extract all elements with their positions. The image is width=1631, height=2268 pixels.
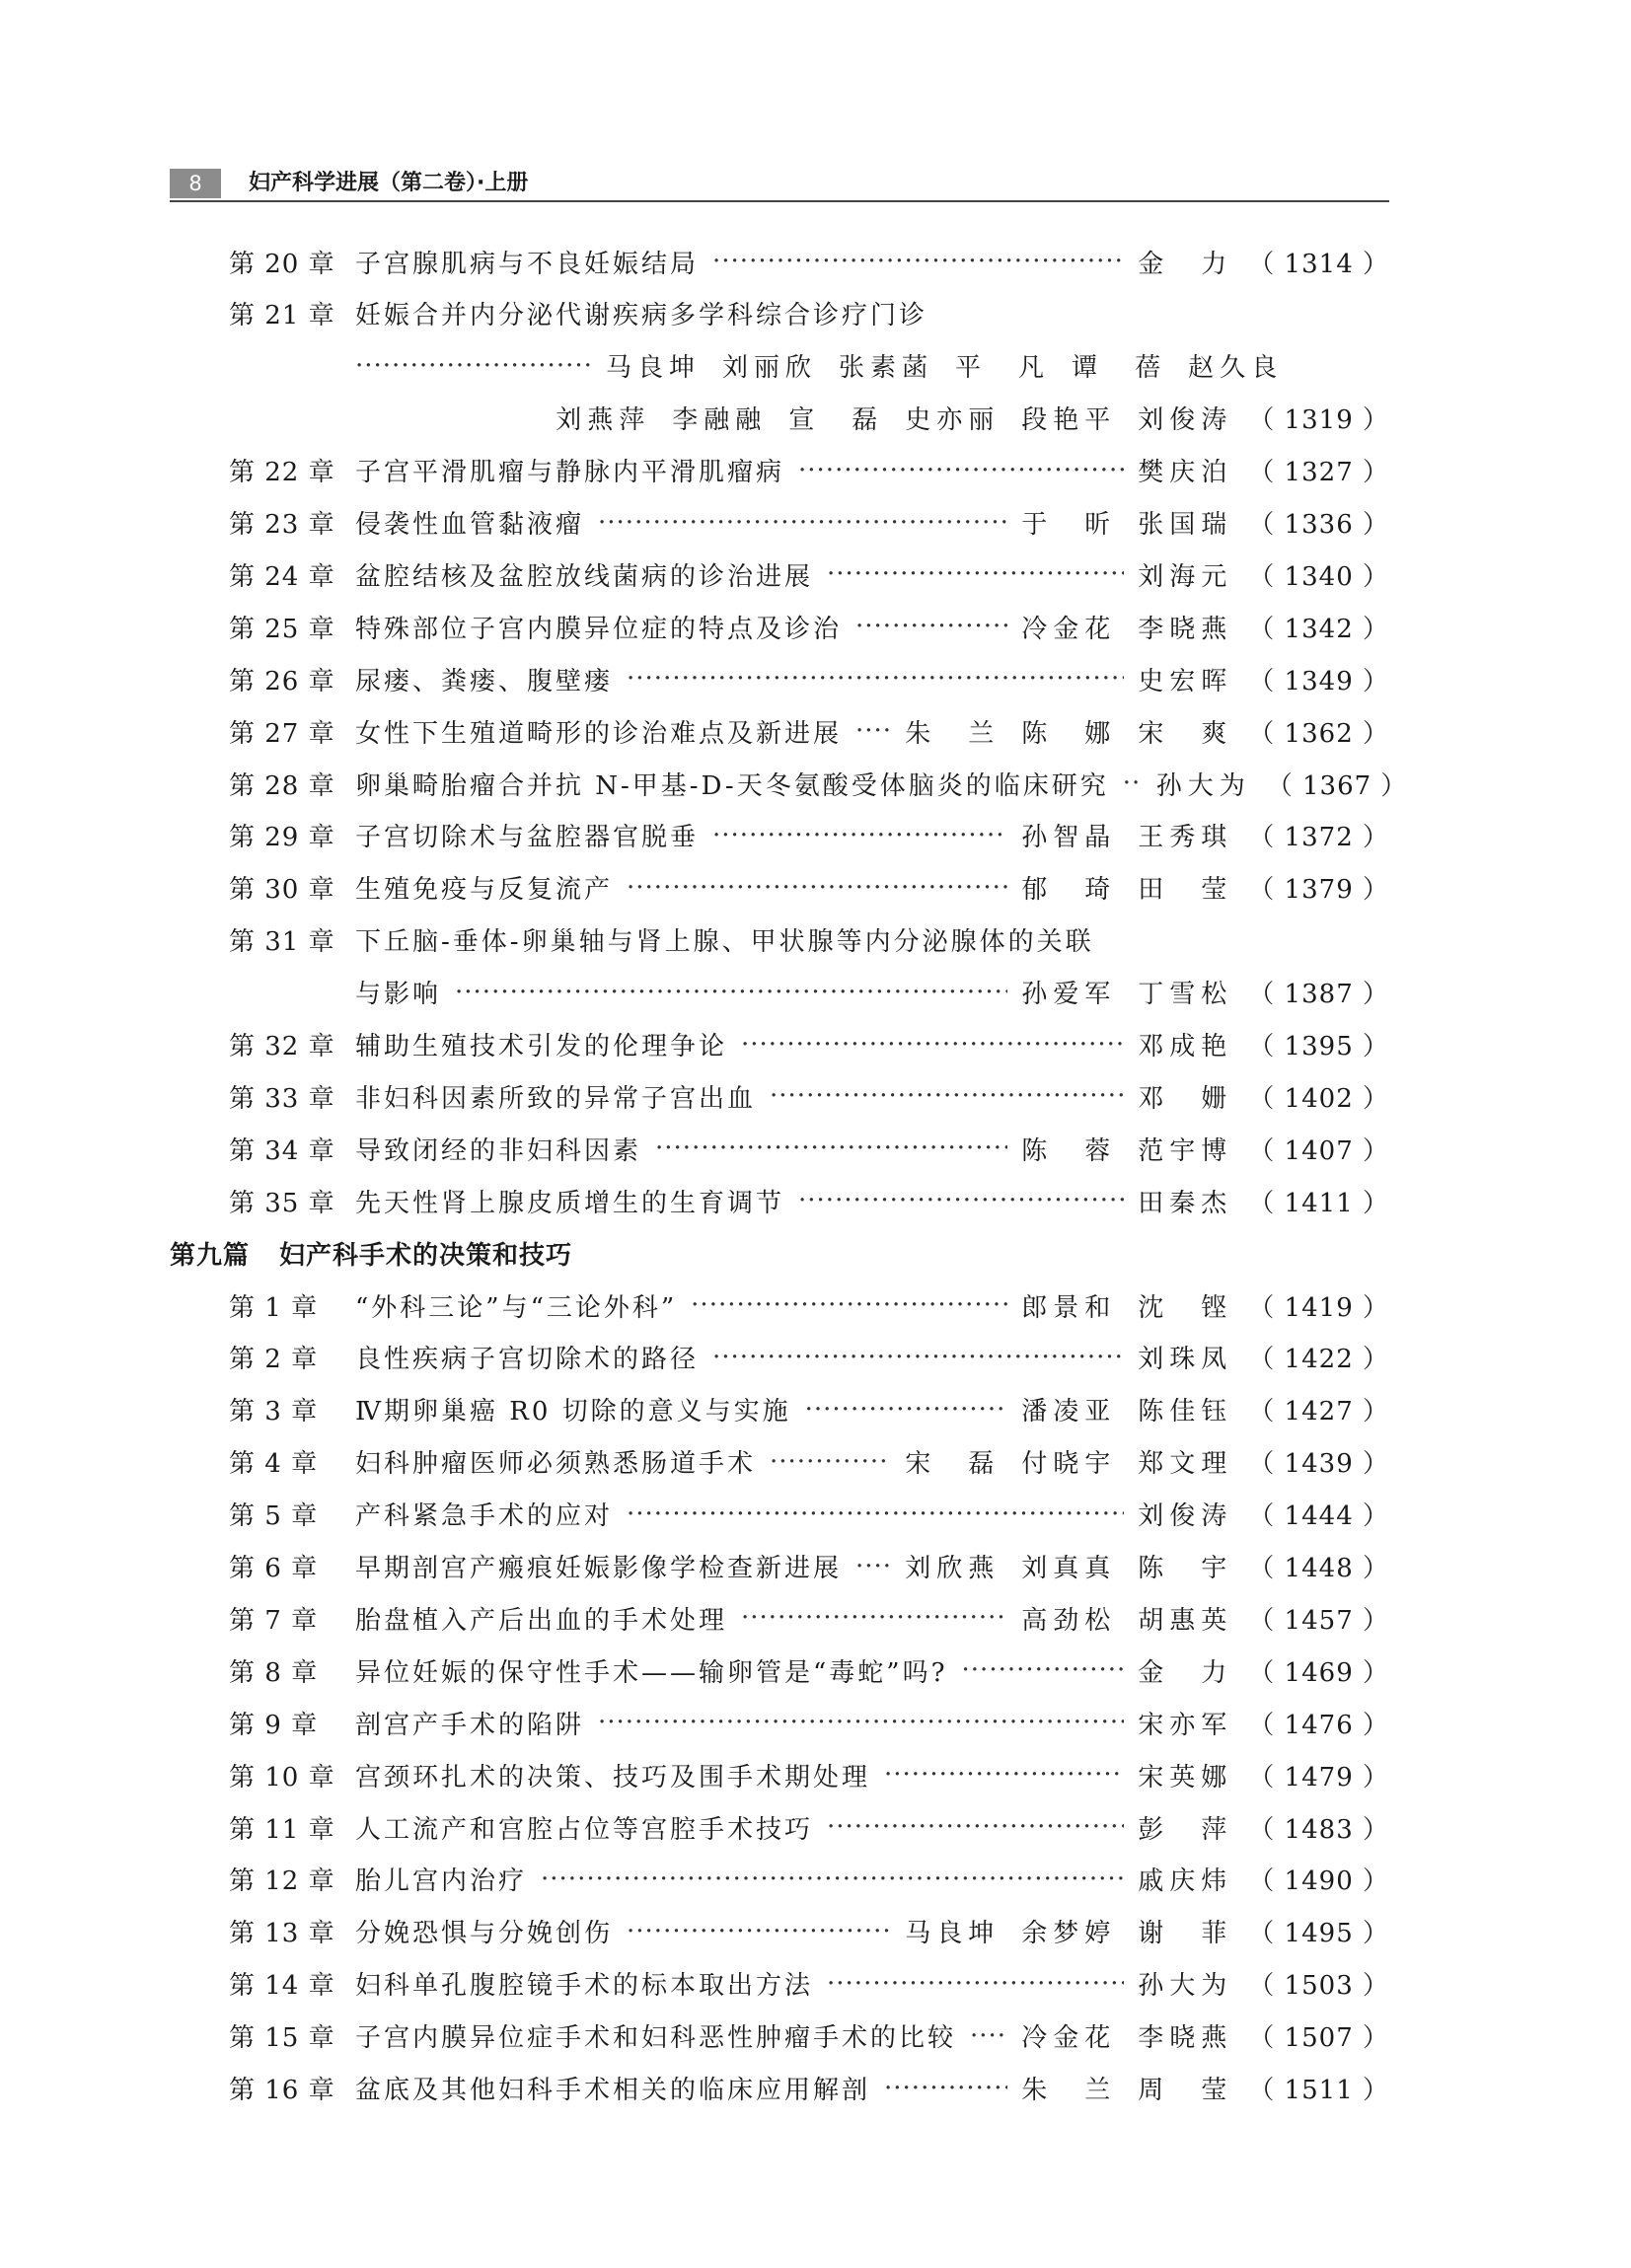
page-ref: （ 1483 ） [1248, 1814, 1389, 1845]
author-name: 李融融 [672, 405, 768, 436]
author-name: 沈 铿 [1138, 1292, 1233, 1323]
chapter-title: Ⅳ期卵巢癌 R0 切除的意义与实施 [355, 1397, 791, 1427]
page-ref: （ 1439 ） [1248, 1449, 1389, 1480]
toc-entry [229, 1442, 1389, 1482]
toc-entry [229, 973, 1389, 1012]
author-name: 赵久良 [1188, 353, 1284, 384]
dot-leader [541, 1865, 1124, 1894]
chapter-title: 非妇科因素所致的异常子宫出血 [355, 1083, 757, 1114]
chapter-title: 女性下生殖道畸形的诊治难点及新进展 [355, 718, 843, 749]
chapter-title: 良性疾病子宫切除术的路径 [355, 1345, 700, 1375]
author-name: 陈 娜 [1021, 718, 1117, 749]
author-name: 马良坤 [905, 1919, 1001, 1949]
toc-entry [229, 1964, 1389, 2004]
chapter-title: 下丘脑-垂体-卵巢轴与肾上腺、甲状腺等内分泌腺体的关联 [355, 927, 1094, 958]
chapter-number: 第 20 章 [229, 249, 335, 279]
chapter-title: 侵袭性血管黏液瘤 [355, 510, 585, 540]
author-name: 邓成艳 [1138, 1032, 1233, 1061]
author-name: 孙智晶 [1021, 823, 1117, 853]
chapter-number: 第 1 章 [229, 1292, 319, 1323]
chapter-number: 第 5 章 [229, 1501, 319, 1532]
author-name: 于 昕 [1021, 510, 1117, 540]
chapter-number: 第 27 章 [229, 718, 335, 749]
chapter-number: 第 6 章 [229, 1554, 319, 1583]
author-list [1156, 766, 1251, 802]
part-heading [170, 1233, 572, 1273]
dot-leader [712, 1343, 1124, 1372]
dot-leader [855, 612, 1007, 641]
author-name: 樊庆泊 [1138, 458, 1233, 488]
page-ref: （ 1349 ） [1248, 666, 1389, 696]
page-ref: （ 1511 ） [1248, 2076, 1389, 2105]
chapter-number: 第 12 章 [229, 1866, 335, 1897]
author-list [1138, 1809, 1232, 1846]
toc-entry [229, 294, 1389, 333]
author-list [1138, 1026, 1232, 1062]
dot-leader [627, 1500, 1124, 1529]
dot-leader [884, 2074, 1007, 2103]
toc-entry [229, 1703, 1389, 1742]
author-list [1021, 1131, 1232, 1167]
dot-leader [455, 978, 1007, 1007]
author-name: 冷金花 [1021, 614, 1117, 644]
toc-entry [229, 659, 1389, 698]
page-ref: （ 1411 ） [1248, 1188, 1389, 1218]
author-name: 张国瑞 [1138, 510, 1233, 540]
author-name: 刘真真 [1021, 1554, 1117, 1583]
dot-leader [962, 1655, 1125, 1685]
author-name: 刘丽欣 [722, 353, 818, 384]
author-name: 宣 磊 [788, 405, 884, 436]
author-name: 宋 磊 [905, 1449, 1001, 1480]
author-list [1138, 1965, 1232, 2002]
toc-entry [229, 1285, 1389, 1325]
author-list [1138, 1183, 1232, 1219]
author-list [1021, 2017, 1232, 2054]
toc-entry [229, 242, 1389, 281]
chapter-title: 妇科肿瘤医师必须熟悉肠道手术 [355, 1449, 757, 1480]
author-list [1021, 974, 1232, 1010]
toc-entry [229, 1390, 1389, 1429]
dot-leader [855, 716, 891, 746]
chapter-title: 盆腔结核及盆腔放线菌病的诊治进展 [355, 561, 814, 592]
author-name: 张素菡 [839, 353, 934, 384]
chapter-title: 早期剖宫产瘢痕妊娠影像学检查新进展 [355, 1554, 843, 1583]
author-list [1138, 1652, 1232, 1689]
author-list [1138, 1496, 1232, 1532]
chapter-number: 第 24 章 [229, 561, 335, 592]
chapter-title: 子宫切除术与盆腔器官脱垂 [355, 823, 700, 853]
page-ref: （ 1395 ） [1248, 1032, 1389, 1061]
author-list [1021, 504, 1232, 541]
author-name: 孙大为 [1155, 770, 1251, 801]
author-name: 冷金花 [1021, 2023, 1117, 2054]
author-list [905, 1443, 1232, 1480]
page-ref: （ 1422 ） [1248, 1345, 1389, 1375]
page-ref: （ 1495 ） [1248, 1919, 1389, 1949]
toc-entry [229, 920, 1389, 960]
author-name: 宋英娜 [1138, 1762, 1233, 1792]
author-name: 郎景和 [1021, 1292, 1117, 1323]
page-ref: （ 1362 ） [1248, 718, 1389, 749]
chapter-title: 胎盘植入产后出血的手术处理 [355, 1605, 728, 1636]
dot-leader [627, 873, 1007, 903]
chapter-title: 尿瘘、粪瘘、腹壁瘘 [355, 666, 614, 696]
author-name: 周 莹 [1138, 2076, 1233, 2105]
author-name: 史亦丽 [905, 405, 1001, 436]
author-list [1021, 869, 1232, 906]
author-name: 史宏晖 [1138, 666, 1233, 696]
chapter-title: 胎儿宫内治疗 [355, 1866, 528, 1897]
author-list [1138, 244, 1232, 280]
author-name: 范宇博 [1138, 1135, 1233, 1166]
chapter-number: 第 28 章 [229, 770, 335, 801]
chapter-number: 第 31 章 [229, 927, 335, 958]
chapter-title: 剖宫产手术的陷阱 [355, 1710, 585, 1740]
chapter-title: 宫颈环扎术的决策、技巧及围手术期处理 [355, 1762, 871, 1792]
author-list [1021, 817, 1232, 853]
author-name: 陈 蓉 [1021, 1135, 1117, 1166]
author-name: 朱 兰 [905, 718, 1001, 749]
toc-entry [229, 1755, 1389, 1794]
page-ref: （ 1327 ） [1248, 458, 1389, 488]
author-name: 郁 琦 [1021, 875, 1117, 906]
author-list [1021, 609, 1232, 645]
author-name: 胡惠英 [1138, 1605, 1233, 1636]
author-list [556, 400, 1232, 436]
author-list [1138, 1339, 1232, 1375]
page-ref: （ 1503 ） [1248, 1971, 1389, 2002]
dot-leader [827, 1969, 1124, 1999]
author-list [1138, 1757, 1232, 1793]
toc-entry [229, 868, 1389, 908]
chapter-title: 生殖免疫与反复流产 [355, 875, 614, 906]
author-name: 谢 菲 [1138, 1919, 1233, 1949]
dot-leader [355, 351, 592, 381]
dot-leader [598, 508, 1007, 538]
toc-entry [229, 554, 1389, 594]
chapter-number: 第 7 章 [229, 1605, 319, 1636]
chapter-number: 第 35 章 [229, 1188, 335, 1218]
book-title: 妇产科学进展（第二卷）·上册 [249, 171, 529, 195]
author-name: 田 莹 [1138, 875, 1233, 906]
chapter-number: 第 2 章 [229, 1345, 319, 1375]
dot-leader [827, 1812, 1124, 1842]
chapter-number: 第 15 章 [229, 2023, 335, 2054]
chapter-number: 第 34 章 [229, 1135, 335, 1166]
chapter-number: 第 14 章 [229, 1971, 335, 2002]
author-name: 邓 姗 [1138, 1083, 1233, 1114]
toc-entry [229, 2069, 1389, 2108]
page-ref: （ 1342 ） [1248, 614, 1389, 644]
author-name: 李晓燕 [1138, 614, 1233, 644]
chapter-number: 第 4 章 [229, 1449, 319, 1480]
dot-leader [1123, 768, 1143, 798]
page-ref: （ 1448 ） [1248, 1554, 1389, 1583]
chapter-title: 产科紧急手术的应对 [355, 1501, 614, 1532]
author-name: 金 力 [1138, 1657, 1233, 1688]
dot-leader [884, 1760, 1124, 1790]
chapter-title: 妊娠合并内分泌代谢疾病多学科综合诊疗门诊 [355, 301, 928, 331]
chapter-number: 第 8 章 [229, 1657, 319, 1688]
page-ref: （ 1469 ） [1248, 1657, 1389, 1688]
chapter-title: 分娩恐惧与分娩创伤 [355, 1919, 614, 1949]
author-list [1138, 452, 1232, 488]
author-name: 彭 萍 [1138, 1814, 1233, 1845]
dot-leader [627, 664, 1124, 694]
page-ref: （ 1479 ） [1248, 1762, 1389, 1792]
author-name: 金 力 [1138, 249, 1233, 279]
dot-leader [712, 247, 1124, 276]
page-ref: （ 1476 ） [1248, 1710, 1389, 1740]
page-ref: （ 1490 ） [1248, 1866, 1389, 1897]
chapter-number: 第 26 章 [229, 666, 335, 696]
chapter-number: 第 23 章 [229, 510, 335, 540]
author-list [905, 713, 1232, 750]
toc-entry [229, 1650, 1389, 1690]
dot-leader [798, 1186, 1124, 1215]
author-name: 陈佳钰 [1138, 1397, 1233, 1427]
toc-entry [229, 1860, 1389, 1899]
author-name: 孙大为 [1138, 1971, 1233, 2002]
author-list [1021, 1600, 1232, 1637]
author-list [1138, 661, 1232, 697]
page-ref: （ 1407 ） [1248, 1135, 1389, 1166]
author-name: 丁雪松 [1138, 980, 1233, 1010]
author-name: 刘燕萍 [556, 405, 651, 436]
toc-entry [229, 1912, 1389, 1951]
chapter-number: 第 22 章 [229, 458, 335, 488]
page-ref: （ 1427 ） [1248, 1397, 1389, 1427]
chapter-title: 异位妊娠的保守性手术——输卵管是“毒蛇”吗? [355, 1657, 948, 1688]
toc-entry [229, 346, 1389, 386]
author-list [905, 1913, 1232, 1949]
author-name: 马良坤 [606, 353, 702, 384]
chapter-number: 第 25 章 [229, 614, 335, 644]
chapter-title-continued: 与影响 [355, 980, 442, 1010]
chapter-number: 第 32 章 [229, 1032, 335, 1061]
chapter-number: 第 21 章 [229, 301, 335, 331]
author-name: 李晓燕 [1138, 2023, 1233, 2054]
author-list [905, 1548, 1232, 1584]
author-name: 潘凌亚 [1021, 1397, 1117, 1427]
author-name: 孙爱军 [1021, 980, 1117, 1010]
toc-entry [229, 607, 1389, 646]
author-name: 余梦婷 [1021, 1919, 1117, 1949]
author-name: 刘俊涛 [1138, 405, 1233, 436]
dot-leader [741, 1030, 1124, 1060]
page-ref: （ 1507 ） [1248, 2023, 1389, 2054]
chapter-number: 第 3 章 [229, 1397, 319, 1427]
chapter-title: 子宫平滑肌瘤与静脉内平滑肌瘤病 [355, 458, 785, 488]
dot-leader [691, 1290, 1007, 1320]
chapter-title: 子宫腺肌病与不良妊娠结局 [355, 249, 700, 279]
toc-entry [229, 2016, 1389, 2056]
page-ref: （ 1372 ） [1248, 823, 1389, 853]
author-list [1138, 1078, 1232, 1115]
toc-entry [229, 1807, 1389, 1847]
dot-leader [827, 559, 1124, 589]
toc-entry [229, 1129, 1389, 1168]
chapter-number: 第 29 章 [229, 823, 335, 853]
toc-entry [229, 816, 1389, 855]
toc-entry [229, 503, 1389, 543]
author-name: 宋 爽 [1138, 718, 1233, 749]
chapter-title: 妇科单孔腹腔镜手术的标本取出方法 [355, 1971, 814, 2002]
chapter-title: “外科三论”与“三论外科” [355, 1292, 678, 1323]
author-list [1138, 1861, 1232, 1897]
dot-leader [855, 1552, 891, 1581]
page-ref: （ 1340 ） [1248, 561, 1389, 592]
dot-leader [798, 456, 1124, 485]
chapter-number: 第 10 章 [229, 1762, 335, 1792]
page-ref: （ 1444 ） [1248, 1501, 1389, 1532]
author-list [1021, 2070, 1232, 2106]
chapter-title: 盆底及其他妇科手术相关的临床应用解剖 [355, 2076, 871, 2105]
chapter-title: 卵巢畸胎瘤合并抗 N-甲基-D-天冬氨酸受体脑炎的临床研究 [355, 770, 1109, 801]
chapter-title: 人工流产和宫腔占位等宫腔手术技巧 [355, 1814, 814, 1845]
page-ref: （ 1402 ） [1248, 1083, 1389, 1114]
page-number: 8 [170, 169, 221, 198]
chapter-number: 第 9 章 [229, 1710, 319, 1740]
toc-entry [229, 1025, 1389, 1064]
dot-leader [598, 1708, 1124, 1737]
page-ref: （ 1457 ） [1248, 1605, 1389, 1636]
page-ref: （ 1419 ） [1248, 1292, 1389, 1323]
toc-entry [229, 1598, 1389, 1638]
chapter-number: 第 16 章 [229, 2076, 335, 2105]
page-ref: （ 1387 ） [1248, 980, 1389, 1010]
chapter-title: 导致闭经的非妇科因素 [355, 1135, 642, 1166]
author-name: 高劲松 [1021, 1605, 1117, 1636]
author-name: 王秀琪 [1138, 823, 1233, 853]
author-name: 郑文理 [1138, 1449, 1233, 1480]
author-name: 宋亦军 [1138, 1710, 1233, 1740]
dot-leader [712, 821, 1007, 850]
toc-entry [229, 1338, 1389, 1377]
author-name: 刘珠凤 [1138, 1345, 1233, 1375]
author-name: 陈 宇 [1138, 1554, 1233, 1583]
toc-entry [229, 764, 1408, 803]
chapter-number: 第 11 章 [229, 1814, 335, 1845]
toc-entry [229, 711, 1389, 751]
page-ref: （ 1336 ） [1248, 510, 1389, 540]
chapter-title: 先天性肾上腺皮质增生的生育调节 [355, 1188, 785, 1218]
chapter-number: 第 30 章 [229, 875, 335, 906]
dot-leader [627, 1917, 891, 1946]
author-name: 田秦杰 [1138, 1188, 1233, 1218]
dot-leader [770, 1447, 891, 1477]
page-ref: （ 1379 ） [1248, 875, 1389, 906]
part-label: 第九篇 [170, 1240, 251, 1271]
author-name: 刘海元 [1138, 561, 1233, 592]
chapter-number: 第 33 章 [229, 1083, 335, 1114]
author-name: 刘欣燕 [905, 1554, 1001, 1583]
author-name: 付晓宇 [1021, 1449, 1117, 1480]
dot-leader [741, 1603, 1007, 1633]
chapter-title: 辅助生殖技术引发的伦理争论 [355, 1032, 728, 1061]
author-list [606, 347, 1283, 384]
toc-entry [229, 1495, 1389, 1534]
part-title: 妇产科手术的决策和技巧 [279, 1240, 573, 1271]
running-header [170, 169, 1389, 202]
dot-leader [805, 1395, 1008, 1425]
toc-entry [229, 1547, 1389, 1586]
page-ref: （ 1367 ） [1266, 770, 1408, 801]
author-list [1021, 1391, 1232, 1427]
toc-entry [229, 1181, 1389, 1220]
author-name: 谭 蓓 [1072, 353, 1167, 384]
author-list [1138, 1705, 1232, 1741]
toc-entry [229, 399, 1389, 438]
dot-leader [655, 1134, 1007, 1163]
page-ref: （ 1319 ） [1248, 405, 1389, 436]
toc-entry [229, 1076, 1389, 1116]
author-list [1021, 1287, 1232, 1324]
chapter-title: 特殊部位子宫内膜异位症的特点及诊治 [355, 614, 843, 644]
author-name: 刘俊涛 [1138, 1501, 1233, 1532]
dot-leader [970, 2021, 1007, 2051]
author-list [1138, 556, 1232, 593]
author-name: 平 凡 [955, 353, 1051, 384]
author-name: 朱 兰 [1021, 2076, 1117, 2105]
page-ref: （ 1314 ） [1248, 249, 1389, 279]
chapter-number: 第 13 章 [229, 1919, 335, 1949]
chapter-title: 子宫内膜异位症手术和妇科恶性肿瘤手术的比较 [355, 2023, 957, 2054]
toc-entry [229, 451, 1389, 490]
author-name: 戚庆炜 [1138, 1866, 1233, 1897]
dot-leader [770, 1081, 1124, 1111]
author-name: 段艳平 [1021, 405, 1117, 436]
